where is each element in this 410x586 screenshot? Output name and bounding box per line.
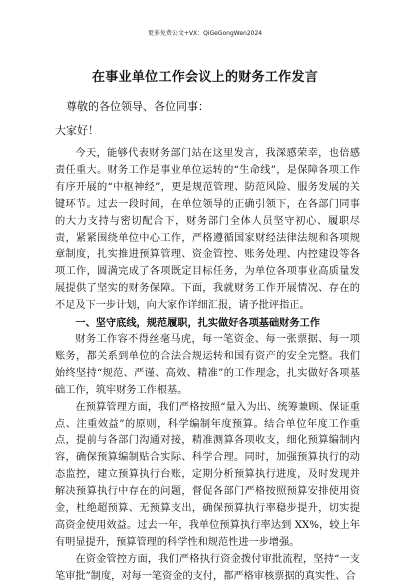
paragraph-intro: 今天，能够代表财务部门站在这里发言，我深感荣幸，也倍感责任重大。财务工作是事业单位运转的“生命线”，是保障各项工作有序开展的“中枢神经”，更是规范管理、防范风险、服务发展的关键环节。过去一段时间，在单位领导的正确引领下，在各部门同事的大力支持与密切配合下，财务部门全体人员坚守初心、履职尽责，紧紧围绕单位中心工作，严格遵循国家财经法律法规和各项规章制度，扎实推进预算管理、资金管控、账务处理、内控建设等各项工作，圆满完成了各项既定目标任务，为单位各项事业高质量发展提供了坚实的财务保障。下面，我就财务工作开展情况、存在的不足及下一步计划，向大家作详细汇报，请予批评指正。 xyxy=(55,148,360,312)
salutation: 尊敬的各位领导、各位同事： xyxy=(66,100,209,113)
paragraph-budget: 在预算管理方面，我们严格按照“量入为出、统筹兼顾、保证重点、注重效益”的原则，科学编制年度预算。结合单位年度工作重点，提前与各部门沟通对接，精准测算各项收支，细化预算编制内容，确保预算编制贴合实际、科学合理。同时，加强预算执行的动态监控，建立预算执行台账，定期分析预算执行进度，及时发现并解决预算执行中存在的问题，督促各部门严格按照预算安排使用资金，杜绝超预算、无预算支出，确保预算执行率稳步提升，切实提高资金使用效益。过去一年，我单位预算执行率达到 XX%，较上年有明显提升，预算管理的科学性和规范性进一步增强。 xyxy=(55,401,360,548)
section-heading-1: 一、坚守底线，规范履职，扎实做好各项基础财务工作 xyxy=(75,317,320,330)
top-note: 更多免费公文+VX：QiGeGongWen2024 xyxy=(147,30,263,37)
paragraph-funds: 在资金管控方面，我们严格执行资金拨付审批流程，坚持“一支笔审批”制度，对每一笔资金的支付，都严格审核票据的真实性、合 xyxy=(55,553,360,582)
greeting: 大家好！ xyxy=(55,124,99,137)
paragraph-basics: 财务工作容不得丝毫马虎，每一笔资金、每一张票据、每一项账务，都关系到单位的合法合规运转和国有资产的安全完整。我们始终坚持“规范、严谨、高效、精准”的工作理念，扎实做好各项基础工作，筑牢财务工作根基。 xyxy=(55,333,360,396)
page-title: 在事业单位工作会议上的财务工作发言 xyxy=(91,70,319,85)
document-body xyxy=(55,146,360,586)
